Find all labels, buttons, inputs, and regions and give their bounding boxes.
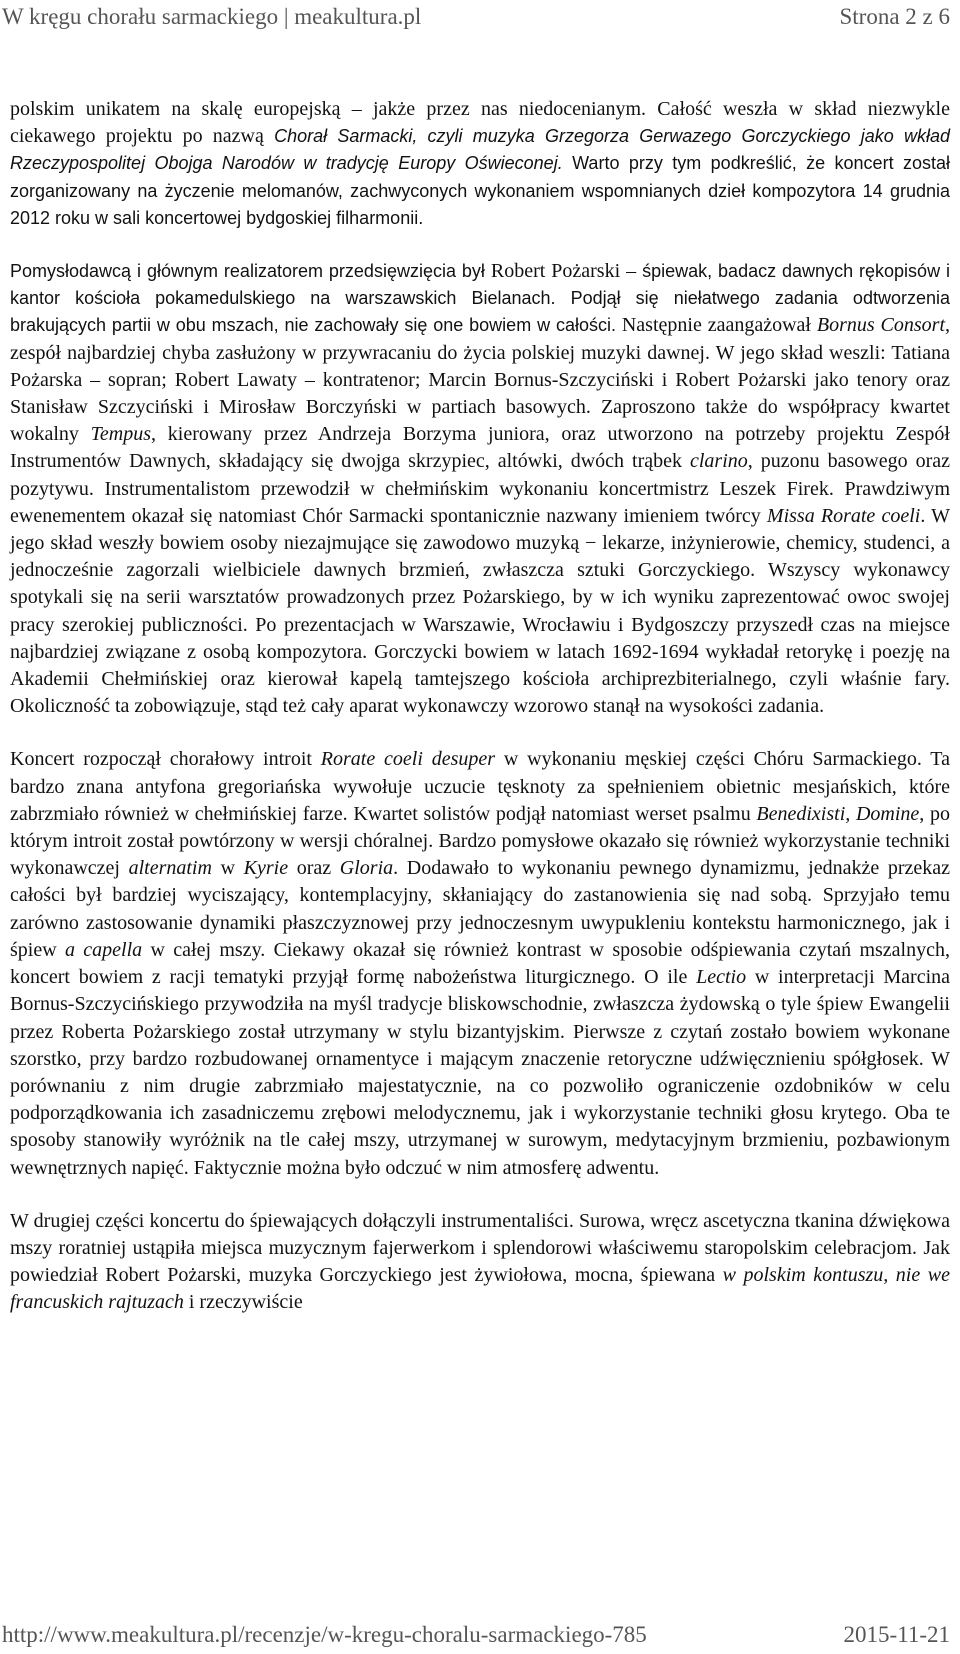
text-run: i rzeczywiście <box>183 1291 303 1314</box>
text-run: Pomysłodawcą i głównym realizatorem przedsięwzięcia był <box>10 261 491 282</box>
text-run: Warto przy tym podkreślić, że koncert został zorganizowany na życzenie melomanów, zachwyconych wykonaniem wspomnianych dzieł kompozytora 14 grudnia 2012 roku w sali koncertowej bydgoskiej filharmonii. <box>10 153 950 228</box>
text-run: , zespół najbardziej chyba zasłużony w przywracaniu do życia polskiej muzyki dawnej. W jego skład weszli: Tatiana Pożarska – sopran; Robert Lawaty – kontratenor; Marcin Bornus-Szczyciński i Robert Pożarski jako tenory oraz Stanisław Szczyciński i Mirosław Borczyński w partiach basowych. Zaproszono także do współpracy kwartet wokalny <box>10 314 951 446</box>
text-run: Podjął się niełatwego zadania odtworzenia brakujących partii w obu mszach, nie zachowały się one bowiem w całości. <box>10 288 950 336</box>
article-body <box>10 96 950 1343</box>
text-run: oraz <box>288 857 340 880</box>
text-run: a capella <box>64 938 143 961</box>
text-run: Missa Rorate coeli <box>766 504 921 527</box>
text-run: śpiewak, badacz dawnych rękopisów i kantor kościoła pokamedulskiego na warszawskich Bielanach. <box>10 261 951 309</box>
text-run: Bornus Consort <box>816 314 946 337</box>
text-run: W drugiej części koncertu do śpiewających dołączyli instrumentaliści. Surowa, wręcz ascetyczna tkanina dźwiękowa mszy roratniej ustąpiła miejsca muzycznym fajerwerkom i splendorowi właściwemu staropolskim celebracjom. Jak powiedział Robert Pożarski, muzyka Gorczyckiego jest żywiołowa, mocna, śpiewana <box>10 1209 950 1287</box>
text-run: . W jego skład weszły bowiem osoby niezajmujące się zawodowo muzyką − lekarze, inżynierowie, chemicy, studenci, a jednocześnie zagorzali wielbiciele dawnych brzmień, zwłaszcza sztuki Gorczyckiego. Wszyscy wykonawcy spotykali się na serii warsztatów prowadzonych przez Pożarskiego, by w ich wyniku zaprezentować owoc swojej pracy szerokiej publiczności. Po prezentacjach w Warszawie, Wrocławiu i Bydgoszczy przyszedł czas na miejsce najbardziej związane z osobą kompozytora. Gorczycki bowiem w latach 1692-1694 wykładał retorykę i poezję na Akademii Chełmińskiej oraz kierował kapelą tamtejszego kościoła archiprezbiterialnego, czyli właśnie fary. Okoliczność ta zobowiązuje, stąd też cały aparat wykonawczy wzorowo stanął na wysokości zadania. <box>10 504 950 718</box>
page-number: Strona 2 z 6 <box>839 4 950 29</box>
source-url[interactable]: http://www.meakultura.pl/recenzje/w-kregu-choralu-sarmackiego-785 <box>2 1622 647 1647</box>
text-run: Lectio <box>696 966 747 989</box>
text-run: , puzonu basowego oraz pozytywu. Instrumentalistom przewodził w chełmińskim wykonaniu koncertmistrz Leszek Firek. Prawdziwym ewenementem okazał się natomiast Chór Sarmacki spontanicznie nazwany imieniem twórcy <box>10 450 950 527</box>
page-header <box>0 0 960 44</box>
text-run: Gloria <box>339 857 394 880</box>
text-run: Rorate coeli desuper <box>320 748 496 771</box>
text-run: w <box>211 857 244 880</box>
paragraph-1 <box>10 96 950 232</box>
text-run: Kyrie <box>243 857 289 880</box>
text-run: w całej mszy. Ciekawy okazał się również kontrast w sposobie odśpiewania czytań mszalnych, koncert bowiem z racji tematyki przyjął formę nabożeństwa liturgicznego. O ile <box>10 938 950 989</box>
text-run: clarino <box>689 450 748 473</box>
page-footer <box>0 1620 960 1654</box>
text-run: Koncert rozpoczął chorałowy introit <box>10 748 321 771</box>
document-title: W kręgu chorału sarmackiego | meakultura.pl <box>2 4 422 29</box>
text-run: w interpretacji Marcina Bornus-Szczycińskiego przywodziła na myśl tradycje bliskowschodnie, zwłaszcza żydowską o tyle śpiew Ewangelii przez Roberta Pożarskiego został utrzymany w stylu bizantyjskim. Pierwsze z czytań zostało bowiem wykonane szorstko, przy bardzo rozbudowanej ornamentyce i mającym znaczenie retoryczne udźwięcznieniu spółgłosek. W porównaniu z nim drugie zabrzmiało majestatycznie, na co pozwoliło ograniczenie ozdobników w celu podporządkowania ich zasadniczemu zrębowi melodycznemu, jak i wykorzystanie techniki głosu krytego. Oba te sposoby stanowiły wyróżnik na tle całej mszy, utrzymanej w surowym, medytacyjnym brzmieniu, pozbawionym wewnętrznych napięć. Faktycznie można było odczuć w nim atmosferę adwentu. <box>10 966 950 1179</box>
text-run: alternatim <box>128 857 212 880</box>
print-date: 2015-11-21 <box>843 1622 950 1647</box>
text-run: Benedixisti, Domine <box>756 802 920 825</box>
text-run: . Dodawało to wykonaniu pewnego dynamizmu, jednakże przekaz całości był bardziej wyciszający, kontemplacyjny, skłaniający do zastanowienia się nad sobą. Sprzyjało temu zarówno zastosowanie dynamiki płaszczyznowej przy jednoczesnym uwypukleniu kontekstu harmonicznego, jak i śpiew <box>10 857 951 961</box>
text-run: Tempus <box>90 423 152 446</box>
paragraph-2 <box>10 258 950 720</box>
paragraph-4 <box>10 1208 950 1317</box>
text-run: Robert Pożarski – <box>490 260 643 283</box>
text-run: w wykonaniu męskiej części Chóru Sarmackiego. Ta bardzo znana antyfona gregoriańska wywołuje uczucie tęsknoty za spełnieniem obietnic mesjańskich, które zabrzmiało również w chełmińskiej farze. Kwartet solistów podjął natomiast werset psalmu <box>10 748 950 825</box>
text-run: Następnie zaangażował <box>615 314 817 337</box>
text-run: Chorał Sarmacki, czyli muzyka Grzegorza Gerwazego Gorczyckiego jako wkład Rzeczypospolitej Obojga Narodów w tradycję Europy Oświeconej. <box>10 126 951 174</box>
paragraph-3 <box>10 746 950 1181</box>
text-run: polskim unikatem na skalę europejską – jakże przez nas niedocenianym. Całość weszła w skład niezwykle ciekawego projektu po nazwą <box>10 98 950 148</box>
text-run: , kierowany przez Andrzeja Borzyma juniora, oraz utworzono na potrzeby projektu Zespół Instrumentów Dawnych, składający się dwojga skrzypiec, altówki, dwóch trąbek <box>10 423 950 473</box>
text-run: w polskim kontuszu, nie we francuskich rajtuzach <box>10 1264 950 1314</box>
text-run: , po którym introit został powtórzony w wersji chóralnej. Bardzo pomysłowe okazało się również wykorzystanie techniki wykonawczej <box>10 802 950 880</box>
